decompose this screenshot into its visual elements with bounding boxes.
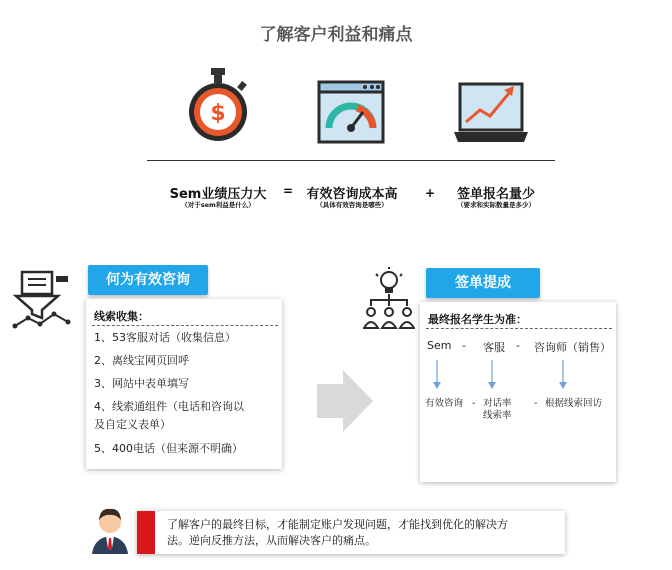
label-effective-consult: 有效咨询	[425, 398, 464, 409]
flow-sem: Sem	[427, 339, 452, 352]
arrow-right-icon	[317, 370, 373, 432]
equals-sign: =	[283, 184, 294, 198]
equation-term-1: Sem业绩压力大	[169, 187, 267, 202]
note-accent-bar	[137, 511, 155, 554]
equation-term-2: 有效咨询成本高	[306, 187, 398, 202]
equation-term-1-note: （对于sem利益是什么）	[181, 201, 255, 209]
list-item: 及自定义表单）	[94, 418, 171, 431]
label-chat-rate: 对话率	[483, 398, 512, 409]
label-dash: -	[472, 398, 476, 409]
speedometer-window-icon	[317, 80, 385, 144]
svg-text:$: $	[210, 101, 226, 126]
label-lead-followup: 根据线索回访	[545, 398, 603, 409]
businessman-avatar-icon	[88, 502, 132, 554]
commission-card	[420, 302, 616, 482]
flow-arrows	[420, 358, 616, 392]
list-item: 2、离线宝网页回呼	[94, 354, 189, 367]
label-dash: -	[534, 398, 538, 409]
note-line-1: 了解客户的最终目标，才能制定账户发现问题，才能找到优化的解决方	[167, 518, 508, 531]
note-line-2: 法。逆向反推方法，从而解决客户的痛点。	[167, 534, 376, 547]
effective-consult-tag: 何为有效咨询	[88, 265, 208, 295]
divider	[147, 160, 555, 161]
label-lead-rate: 线索率	[483, 410, 512, 421]
plus-sign: +	[425, 186, 436, 200]
flow-service: 客服	[483, 341, 505, 354]
insight-note	[137, 511, 565, 554]
list-item: 5、400电话（但来源不明确）	[94, 442, 243, 455]
stopwatch-dollar-icon	[187, 66, 249, 148]
commission-tag: 签单提成	[426, 268, 540, 298]
equation-term-2-note: （具体有效咨询是哪些）	[316, 201, 388, 209]
laptop-growth-icon	[452, 74, 532, 148]
equation-term-3-note: （要求和实际数量是多少）	[457, 201, 535, 209]
card-heading: 线索收集：	[94, 310, 149, 323]
lightbulb-team-icon	[363, 266, 415, 330]
card-divider	[426, 328, 612, 329]
list-item: 3、网站中表单填写	[94, 377, 189, 390]
flow-dash: -	[462, 339, 466, 352]
list-item: 1、53客服对话（收集信息）	[94, 331, 236, 344]
card-divider	[92, 325, 278, 326]
lead-collection-card	[86, 299, 282, 469]
funnel-data-icon	[12, 268, 72, 330]
card-heading: 最终报名学生为准：	[428, 313, 527, 326]
page-title: 了解客户利益和痛点	[259, 25, 413, 45]
equation-term-3: 签单报名量少	[456, 187, 535, 202]
flow-dash: -	[516, 339, 520, 352]
list-item: 4、线索通组件（电话和咨询以	[94, 400, 244, 413]
flow-consultant: 咨询师（销售）	[534, 341, 611, 354]
